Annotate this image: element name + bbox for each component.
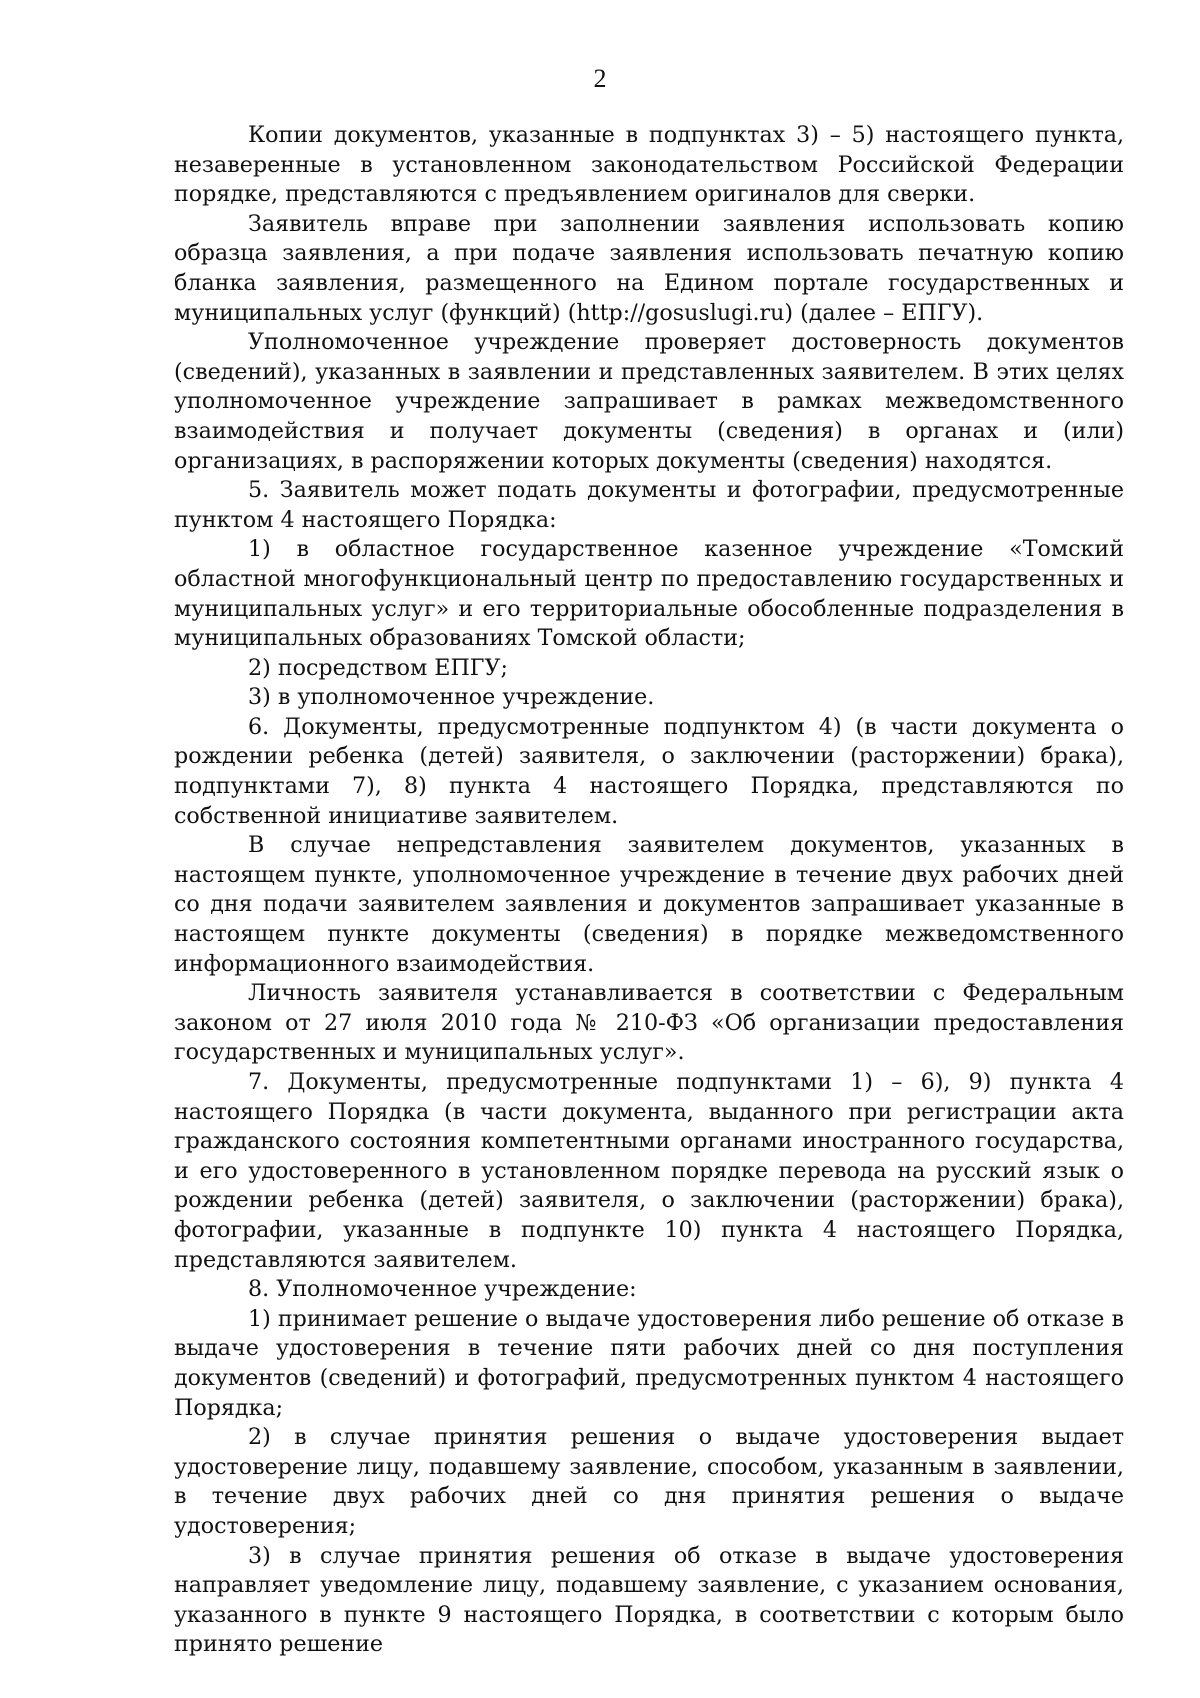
- paragraph-identity: Личность заявителя устанавливается в соответствии с Федеральным законом от 27 июля 2010 года № 210-ФЗ «Об организации предоставления государственных и муниципальных услуг».: [174, 980, 1124, 1066]
- paragraph-item-7: 7. Документы, предусмотренные подпунктами 1) – 6), 9) пункта 4 настоящего Порядка (в части документа, выданного при регистрации акта гражданского состояния компетентными органами иностранного государства, и его удостоверенного в установленном порядке перевода на русский язык о рождении ребенка (детей) заявителя, о заключении (расторжении) брака), фотографии, указанные в подпункте 10) пункта 4 настоящего Порядка, представляются заявителем.: [174, 1069, 1124, 1273]
- paragraph-item-5: 5. Заявитель может подать документы и фотографии, предусмотренные пунктом 4 настоящего Порядка:: [174, 477, 1124, 533]
- paragraph-non-submission: В случае непредставления заявителем документов, указанных в настоящем пункте, уполномоченное учреждение в течение двух рабочих дней со дня подачи заявителем заявления и документов запрашивает указанные в настоящем пункте документы (сведения) в порядке межведомственного информационного взаимодействия.: [174, 832, 1124, 977]
- paragraph-item-8-1: 1) принимает решение о выдаче удостоверения либо решение об отказе в выдаче удостоверения в течение пяти рабочих дней со дня поступления документов (сведений) и фотографий, предусмотренных пунктом 4 настоящего Порядка;: [174, 1305, 1124, 1421]
- paragraph-item-8-3: 3) в случае принятия решения об отказе в выдаче удостоверения направляет уведомление лицу, подавшему заявление, с указанием основания, указанного в пункте 9 настоящего Порядка, в соответствии с которым было принято решение: [174, 1542, 1124, 1658]
- paragraph-item-5-1: 1) в областное государственное казенное учреждение «Томский областной многофункциональный центр по предоставлению государственных и муниципальных услуг» и его территориальные обособленные подразделения в муниципальных образованиях Томской области;: [174, 536, 1124, 652]
- paragraph-item-8-2: 2) в случае принятия решения о выдаче удостоверения выдает удостоверение лицу, подавшему заявление, способом, указанным в заявлении, в течение двух рабочих дней со дня принятия решения о выдаче удостоверения;: [174, 1424, 1124, 1539]
- paragraph-item-6: 6. Документы, предусмотренные подпунктом 4) (в части документа о рождении ребенка (детей) заявителя, о заключении (расторжении) брака), подпунктами 7), 8) пункта 4 настоящего Порядка, представляются по собственной инициативе заявителем.: [174, 713, 1124, 829]
- paragraph-applicant-form: Заявитель вправе при заполнении заявления использовать копию образца заявления, а при подаче заявления использовать печатную копию бланка заявления, размещенного на Едином портале государственных и муниципальных услуг (функций) (http://gosuslugi.ru) (далее – ЕПГУ).: [174, 210, 1124, 326]
- paragraph-copies: Копии документов, указанные в подпунктах 3) – 5) настоящего пункта, незаверенные в установленном законодательством Российской Федерации порядке, представляются с предъявлением оригиналов для сверки.: [174, 122, 1124, 208]
- page-number: 2: [593, 64, 607, 93]
- paragraph-item-5-2: 2) посредством ЕПГУ;: [248, 654, 508, 681]
- paragraph-item-8: 8. Уполномоченное учреждение:: [248, 1276, 637, 1303]
- paragraph-item-5-3: 3) в уполномоченное учреждение.: [248, 684, 655, 711]
- paragraph-verification: Уполномоченное учреждение проверяет достоверность документов (сведений), указанных в заявлении и представленных заявителем. В этих целях уполномоченное учреждение запрашивает в рамках межведомственного взаимодействия и получает документы (сведения) в органах и (или) организациях, в распоряжении которых документы (сведения) находятся.: [174, 329, 1124, 474]
- document-body: [174, 121, 1124, 1660]
